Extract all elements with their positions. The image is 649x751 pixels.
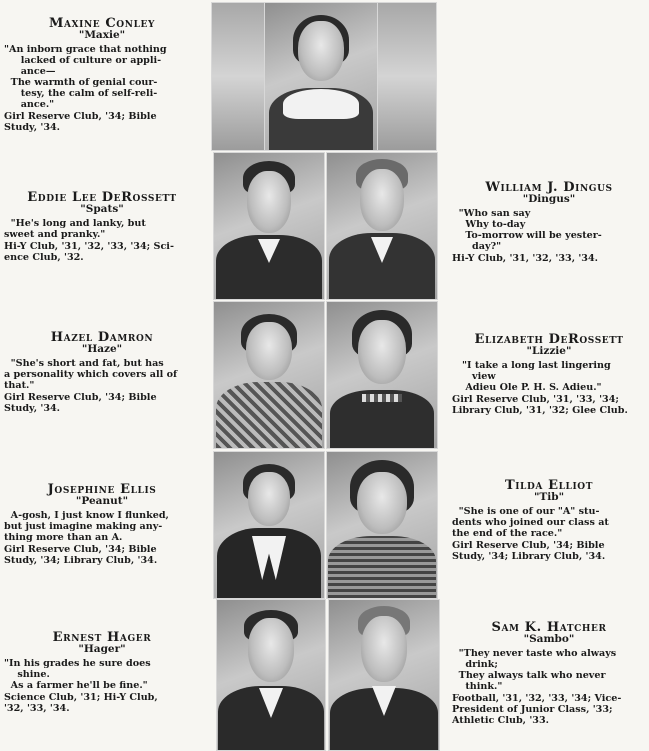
photo-josephine-ellis bbox=[213, 451, 325, 599]
student-name: Tilda Elliot bbox=[504, 478, 594, 493]
photo-sam-k-hatcher bbox=[328, 599, 440, 751]
student-name: William J. Dingus bbox=[485, 180, 613, 195]
photo-william-j-dingus bbox=[326, 152, 438, 300]
student-name: Ernest Hager bbox=[52, 630, 152, 645]
student-quote: "An inborn grace that nothing lacked of culture or appli- ance— The warmth of genial cour- tesy, the calm of self-reli- ance." bbox=[4, 44, 167, 110]
student-name: Elizabeth DeRossett bbox=[474, 332, 624, 347]
student-entry-hazel-damron bbox=[4, 332, 200, 414]
student-entry-josephine-ellis bbox=[4, 484, 200, 566]
student-activities: Girl Reserve Club, '34; Bible Study, '34. bbox=[4, 111, 157, 133]
student-nickname: "Dingus" bbox=[522, 193, 576, 205]
student-nickname: "Spats" bbox=[80, 203, 124, 215]
student-activities: Girl Reserve Club, '34; Bible Study, '34; Library Club, '34. bbox=[452, 540, 606, 562]
student-name: Hazel Damron bbox=[50, 330, 154, 345]
student-nickname: "Peanut" bbox=[75, 495, 129, 507]
student-quote: "She is one of our "A" stu- dents who joined our class at the end of the race." bbox=[452, 506, 609, 539]
photo-panel-blank-left bbox=[211, 2, 265, 151]
student-entry-tilda-elliot bbox=[452, 480, 646, 562]
photo-tilda-elliot bbox=[326, 451, 438, 599]
student-activities: Hi-Y Club, '31, '32, '33, '34; Sci- ence Club, '32. bbox=[4, 241, 174, 263]
photo-maxine-conley bbox=[264, 2, 378, 151]
student-activities: Hi-Y Club, '31, '32, '33, '34. bbox=[452, 253, 598, 264]
student-name: Sam K. Hatcher bbox=[491, 620, 607, 635]
student-activities: Girl Reserve Club, '34; Bible Study, '34; Library Club, '34. bbox=[4, 544, 158, 566]
student-name: Maxine Conley bbox=[48, 16, 155, 31]
photo-elizabeth-derossett bbox=[326, 301, 438, 449]
student-nickname: "Tib" bbox=[533, 491, 565, 503]
student-quote: "I take a long last lingering view Adieu Ole P. H. S. Adieu." bbox=[452, 360, 611, 393]
student-quote: "Who san say Why to-day To-morrow will be yester- day?" bbox=[452, 208, 602, 252]
student-activities: Girl Reserve Club, '34; Bible Study, '34. bbox=[4, 392, 157, 414]
photo-hazel-damron bbox=[213, 301, 325, 449]
student-nickname: "Haze" bbox=[81, 343, 123, 355]
student-nickname: "Maxie" bbox=[78, 29, 126, 41]
student-activities: Science Club, '31; Hi-Y Club, '32, '33, '34. bbox=[4, 692, 158, 714]
student-entry-ernest-hager bbox=[4, 632, 200, 714]
student-activities: Football, '31, '32, '33, '34; Vice- President of Junior Class, '33; Athletic Club, '33. bbox=[452, 693, 622, 726]
student-nickname: "Hager" bbox=[78, 643, 126, 655]
student-name: Josephine Ellis bbox=[47, 482, 157, 497]
student-quote: "In his grades he sure does shine. As a farmer he'll be fine." bbox=[4, 658, 151, 691]
photo-eddie-lee-derossett bbox=[213, 152, 325, 300]
student-nickname: "Lizzie" bbox=[526, 345, 572, 357]
photo-ernest-hager bbox=[216, 599, 326, 751]
student-quote: A-gosh, I just know I flunked, but just imagine making any- thing more than an A. bbox=[4, 510, 169, 543]
student-entry-maxine-conley bbox=[4, 18, 200, 133]
student-quote: "They never taste who always drink; They always talk who never think." bbox=[452, 648, 617, 692]
student-name: Eddie Lee DeRossett bbox=[27, 190, 177, 205]
student-quote: "He's long and lanky, but sweet and pranky." bbox=[4, 218, 146, 240]
student-entry-sam-k-hatcher bbox=[452, 622, 646, 726]
student-activities: Girl Reserve Club, '31, '33, '34; Library Club, '31, '32; Glee Club. bbox=[452, 394, 628, 416]
student-entry-william-j-dingus bbox=[452, 182, 646, 264]
photo-panel-blank-right bbox=[377, 2, 437, 151]
student-entry-eddie-lee-derossett bbox=[4, 192, 200, 263]
student-nickname: "Sambo" bbox=[523, 633, 575, 645]
student-quote: "She's short and fat, but has a personality which covers all of that." bbox=[4, 358, 178, 391]
student-entry-elizabeth-derossett bbox=[452, 334, 646, 416]
